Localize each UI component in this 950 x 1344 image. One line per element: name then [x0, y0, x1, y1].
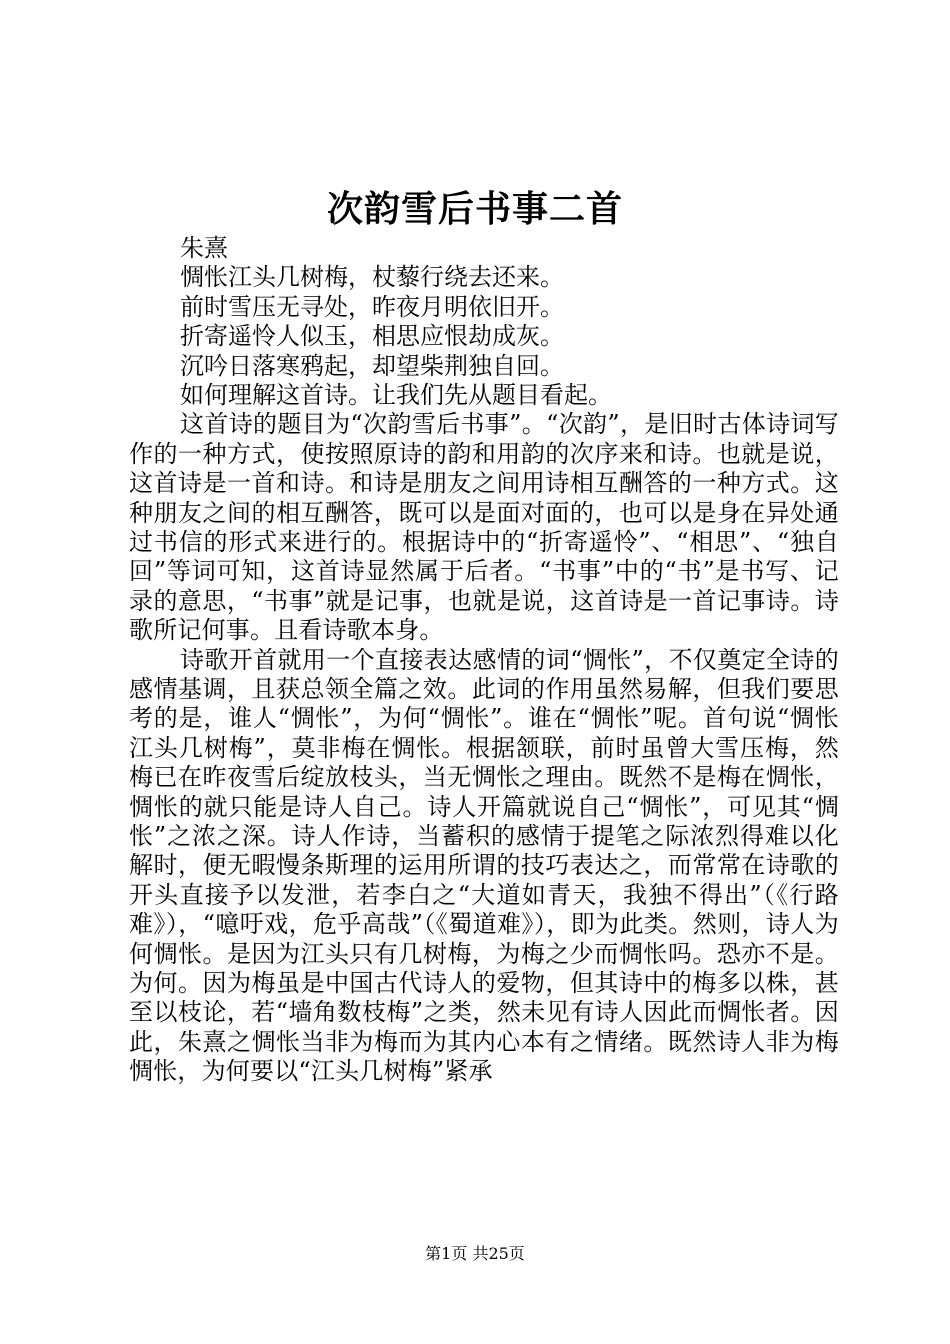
- author-line: 朱熹: [180, 234, 228, 262]
- document-body: [129, 234, 839, 1087]
- intro-line: 如何理解这首诗。让我们先从题目看起。: [180, 380, 612, 409]
- page-number: 第1页 共25页: [425, 1244, 525, 1263]
- poem-line: 前时雪压无寻处，昨夜月明依旧开。: [180, 292, 564, 321]
- poem-line: 折寄遥怜人似玉，相思应恨劫成灰。: [180, 322, 564, 351]
- paragraph-poem-analysis: 诗歌开首就用一个直接表达感情的词“惆怅”，不仅奠定全诗的感情基调，且获总领全篇之效。此词的作用虽然易解，但我们要思考的是，谁人“惆怅”，为何“惆怅”。谁在“惆怅”呢。首句说“惆怅江头几树梅”，莫非梅在惆怅。根据颔联，前时虽曾大雪压梅，然梅已在昨夜雪后绽放枝头，当无惆怅之理由。既然不是梅在惆怅，惆怅的就只能是诗人自己。诗人开篇就说自己“惆怅”，可见其“惆怅”之浓之深。诗人作诗，当蓄积的感情于提笔之际浓烈得难以化解时，便无暇慢条斯理的运用所谓的技巧表达之，而常常在诗歌的开头直接予以发泄，若李白之“大道如青天，我独不得出”（《行路难》），“噫吁戏，危乎高哉”（《蜀道难》），即为此类。然则，诗人为何惆怅。是因为江头只有几树梅，为梅之少而惆怅吗。恐亦不是。为何。因为梅虽是中国古代诗人的爱物，但其诗中的梅多以株，甚至以枝论，若“墙角数枝梅”之类，然未见有诗人因此而惆怅者。因此，朱熹之惆怅当非为梅而为其内心本有之情绪。既然诗人非为梅惆怅，为何要以“江头几树梅”紧承: [129, 645, 839, 1086]
- poem-line: 沉吟日落寒鸦起，却望柴荆独自回。: [180, 351, 564, 380]
- paragraph-title-analysis: 这首诗的题目为“次韵雪后书事”。“次韵”，是旧时古体诗词写作的一种方式，使按照原诗的韵和用韵的次序来和诗。也就是说，这首诗是一首和诗。和诗是朋友之间用诗相互酬答的一种方式。这种朋友之间的相互酬答，既可以是面对面的，也可以是身在异处通过书信的形式来进行的。根据诗中的“折寄遥怜”、“相思”、“独自回”等词可知，这首诗显然属于后者。“书事”中的“书”是书写、记录的意思，“书事”就是记事，也就是说，这首诗是一首记事诗。诗歌所记何事。且看诗歌本身。: [129, 410, 839, 645]
- document-title: 次韵雪后书事二首: [326, 188, 623, 230]
- poem-line: 惆怅江头几树梅，杖藜行绕去还来。: [180, 263, 564, 292]
